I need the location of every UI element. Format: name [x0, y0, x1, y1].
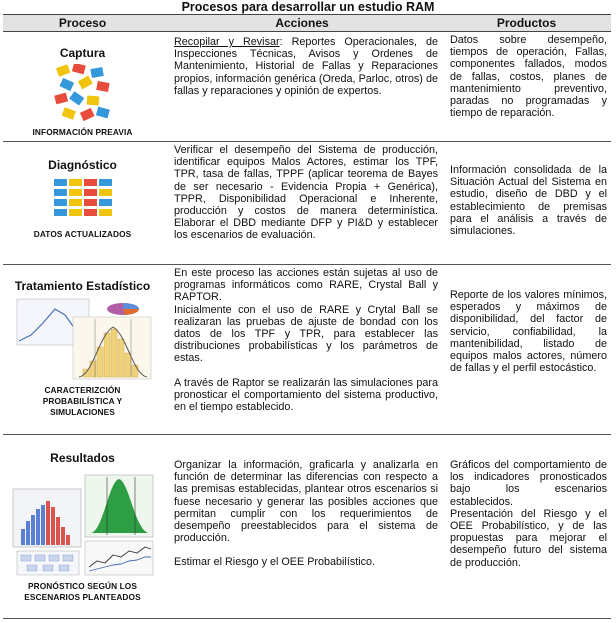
table-title: Procesos para desarrollar un estudio RAM	[181, 0, 435, 14]
ram-process-table	[3, 14, 611, 619]
productos-text: Datos sobre desempeño, tiempos de operación, Fallas, componentes fallados, modos de fallas, costos, planes de mantenimiento preventivo, paradas no programadas y tiempo de reparación.	[450, 34, 607, 120]
acciones-cell-diagnostico	[162, 142, 442, 265]
row-resultados	[3, 435, 611, 619]
acciones-text: En este proceso las acciones están sujetas al uso de programas informáticos como RARE, Crystal Ball y RAPTOR.	[174, 267, 438, 304]
proceso-caption: DATOS ACTUALIZADOS	[33, 229, 132, 239]
productos-text: Reporte de los valores mínimos, esperados y máximos de disponibilidad, del factor de servicio, confiabilidad, la mantenibilidad, listado de equipos malos actores, número de fallas y el perfil estocástico.	[450, 289, 607, 375]
acciones-text-3: A través de Raptor se realizarán las simulaciones para pronosticar el comportamiento del sistema productivo, en el tiempo establecido.	[174, 376, 438, 414]
acciones-cell-resultados	[162, 435, 442, 619]
acciones-text: Verificar el desempeño del Sistema de producción, identificar equipos Malos Actores, estimar los TPF, TPR, tasa de fallas, TPPF (aplicar teorema de Bayes de ser necesario - Evidencia Propia + Genérica), TPPR, Disponibilidad Operacional e Inherente, producción y costos de manera determinística. Elaborar el DBD mediante DFP y PI&D y establecer los escenarios de evaluación.	[174, 144, 438, 242]
proceso-cell-diagnostico	[3, 142, 162, 265]
acciones-text-2: Inicialmente con el uso de RARE y Crytal Ball se realizaran las pruebas de ajuste de bondad con los datos de los TPF y TPR, para establecer las distribuciones probabilísticas y los parámetros de estas.	[174, 303, 438, 365]
acciones-cell-captura	[162, 32, 442, 142]
proceso-caption: PRONÓSTICO SEGÚN LOS ESCENARIOS PLANTEADOS	[24, 581, 141, 602]
proceso-cell-tratamiento	[3, 265, 162, 435]
proceso-cell-captura	[3, 32, 162, 142]
header-proceso: Proceso	[3, 15, 162, 32]
productos-cell-resultados	[442, 435, 611, 619]
header-acciones: Acciones	[162, 15, 442, 32]
row-diagnostico	[3, 142, 611, 265]
acciones-cell-tratamiento	[162, 265, 442, 435]
acciones-text: : Reportes Operacionales, de Inspecciones Técnicas, Avisos y Ordenes de Mantenimiento, Historial de Fallas y Reparaciones propios, información genérica (Oreda, Parloc, otros) de fallas y reparaciones y opinión de expertos.	[174, 36, 438, 97]
results-charts-image	[11, 471, 155, 577]
ordered-data-icon	[52, 178, 114, 220]
proceso-title: Captura	[59, 46, 106, 60]
productos-text: Gráficos del comportamiento de los indicadores pronosticados bajo los escenarios establecidos.	[450, 459, 607, 508]
productos-cell-tratamiento	[442, 265, 611, 435]
productos-text-2: Presentación del Riesgo y el OEE Probabilístico, y de las propuestas para mejorar el desempeño futuro del sistema de producción.	[450, 507, 607, 569]
proceso-cell-resultados	[3, 435, 162, 619]
proceso-title: Tratamiento Estadístico	[14, 279, 151, 293]
proceso-title: Resultados	[50, 451, 115, 465]
productos-cell-diagnostico	[442, 142, 611, 265]
distribution-charts-image	[13, 295, 153, 381]
header-row	[3, 15, 611, 32]
row-tratamiento	[3, 265, 611, 435]
acciones-lead: Recopilar y Revisar	[174, 36, 280, 48]
acciones-text: Organizar la información, graficarla y analizarla en función de determinar las diferencias con respecto a las premisas establecidas, plantear otros escenarios si fuese necesario y generar las posibles acciones que permitan cumplir con los requerimientos de desempeño preestablecidos para el sistema de producción.	[174, 459, 438, 545]
proceso-caption: CARACTERIZCIÓN PROBABILÍSTICA Y SIMULACIONES	[42, 385, 123, 417]
proceso-title: Diagnóstico	[48, 158, 117, 172]
scattered-data-icon	[53, 64, 113, 124]
row-captura	[3, 32, 611, 142]
acciones-text-2: Estimar el Riesgo y el OEE Probabilístico.	[174, 556, 376, 569]
productos-text: Información consolidada de la Situación Actual del Sistema en estudio, diseño de DBD y el establecimiento de premisas para el análisis a través de simulaciones.	[450, 164, 607, 238]
proceso-caption: INFORMACIÓN PREAVIA	[32, 127, 133, 137]
productos-cell-captura	[442, 32, 611, 142]
header-productos: Productos	[442, 15, 611, 32]
